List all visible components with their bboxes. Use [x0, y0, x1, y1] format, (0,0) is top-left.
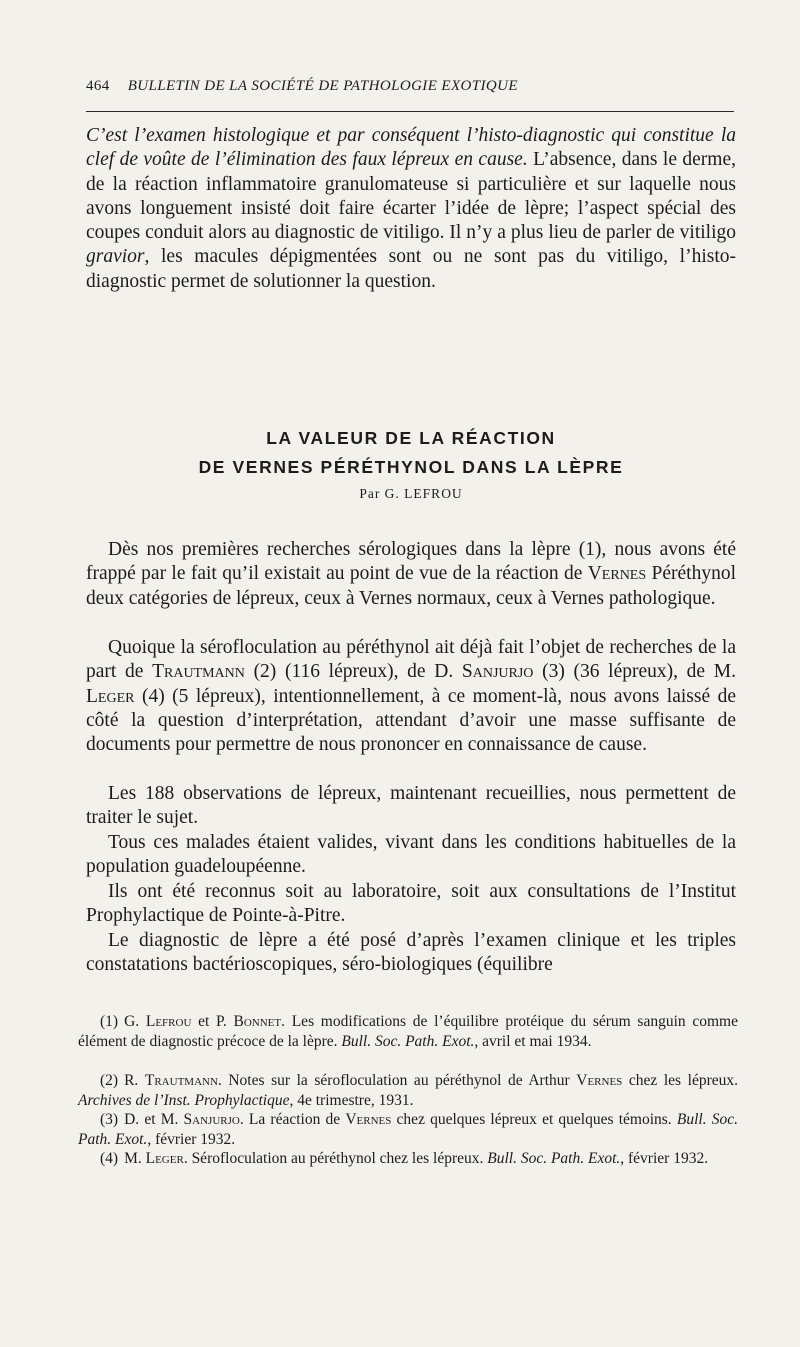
fn4-text-b: . Sérofloculation au péréthynol chez les lépreux.	[183, 1150, 488, 1167]
footnote-3	[78, 1110, 738, 1149]
byline: Par G. LEFROU	[359, 486, 463, 501]
fn1-text-a: G.	[124, 1013, 146, 1030]
fn2-author-trautmann: Trautmann	[144, 1072, 218, 1089]
p2-author-sanjurjo: Sanjurjo	[461, 661, 534, 683]
body-paragraph-6: Le diagnostic de lèpre a été posé d’après l’examen clinique et les triples constatations bactérioscopiques, séro-biologiques (équilibre	[86, 930, 736, 976]
body-paragraph-3: Les 188 observations de lépreux, maintenant recueillies, nous permettent de traiter le sujet.	[86, 783, 736, 829]
fn1-text-d: , avril et mai 1934.	[474, 1032, 592, 1050]
fn1-text-c: . Les modifications de l’équilibre protéique du sérum sanguin comme élément de diagnostic précoce de la lèpre.	[78, 1013, 738, 1050]
p2-author-leger: Leger	[86, 685, 135, 707]
intro-italic: C’est l’examen histologique et par conséquent l’histo-diagnostic qui constitue la clef de voûte de l’élimination des faux lépreux en cause.	[86, 125, 736, 171]
journal-title: BULLETIN DE LA SOCIÉTÉ DE PATHOLOGIE EXOTIQUE	[127, 78, 518, 94]
article-title-line-2: DE VERNES PÉRÉTHYNOL DANS LA LÈPRE	[198, 457, 624, 477]
body-paragraph-2	[86, 636, 736, 757]
fn3-text-a: D. et M.	[124, 1111, 184, 1128]
intro-paragraph	[86, 124, 736, 294]
footnote-2-index: (2)	[100, 1072, 119, 1089]
fn3-journal: Bull. Soc. Path. Exot.	[78, 1111, 739, 1148]
fn2-text-a: R.	[124, 1072, 145, 1089]
fn3-text-d: , février 1932.	[147, 1130, 236, 1148]
header-rule	[86, 111, 734, 112]
fn4-author-leger: Leger	[145, 1150, 184, 1167]
p2-text-a: Quoique la sérofloculation au péréthynol ait déjà fait l’objet de recherches de la part de	[86, 637, 736, 683]
fn3-author-sanjurjo: Sanjurjo	[183, 1111, 240, 1128]
fn1-text-b: et P.	[191, 1013, 234, 1030]
fn1-journal: Bull. Soc. Path. Exot.	[341, 1032, 475, 1050]
p1-author-vernes: Vernes	[587, 563, 647, 585]
fn4-journal: Bull. Soc. Path. Exot.	[487, 1150, 621, 1167]
footnote-1	[78, 1012, 738, 1051]
fn2-journal: Archives de l’Inst. Prophylactique	[78, 1091, 290, 1109]
body-paragraph-5: Ils ont été reconnus soit au laboratoire, soit aux consultations de l’Institut Prophylactique de Pointe-à-Pitre.	[86, 881, 736, 927]
article-title-line-1: LA VALEUR DE LA RÉACTION	[266, 428, 556, 448]
running-head	[86, 78, 736, 95]
fn4-text-a: M.	[124, 1150, 146, 1167]
p2-author-trautmann: Trautmann	[152, 661, 245, 683]
p1-text-a: Dès nos premières recherches sérologiques dans la lèpre (1), nous avons été frappé par le fait qu’il existait au point de vue de la réaction de	[86, 539, 736, 585]
footnote-4-index: (4)	[100, 1150, 119, 1167]
fn1-author-lefrou: Lefrou	[145, 1013, 192, 1030]
p2-text-d: (4) (5 lépreux), intentionnellement, à ce moment-là, nous avons laissé de côté la question d’interprétation, attendant d’avoir une masse suffisante de documents pour permettre de nous prononcer en connaissance de cause.	[86, 685, 736, 756]
body-paragraph-4: Tous ces malades étaient valides, vivant dans les conditions habituelles de la population guadeloupéenne.	[86, 832, 736, 878]
footnote-3-index: (3)	[100, 1111, 119, 1128]
fn3-text-c: chez quelques lépreux et quelques témoins.	[391, 1111, 677, 1128]
fn2-author-vernes: Vernes	[576, 1072, 623, 1089]
p2-text-b: (2) (116 lépreux), de D.	[244, 661, 462, 683]
footnote-1-index: (1)	[100, 1013, 119, 1030]
fn4-text-d: , février 1932.	[620, 1150, 709, 1167]
page-number: 464	[86, 78, 110, 94]
footnote-2	[78, 1071, 738, 1110]
fn2-text-b: . Notes sur la sérofloculation au péréthynol de Arthur	[217, 1072, 577, 1089]
intro-gravior: gravior	[86, 246, 145, 268]
fn2-text-d: , 4e trimestre, 1931.	[289, 1091, 414, 1109]
fn1-author-bonnet: Bonnet	[233, 1013, 282, 1030]
footnote-4	[78, 1149, 738, 1169]
intro-text-1: L’absence, dans le derme, de la réaction inflammatoire granulomateuse si particulière et sur laquelle nous avons longuement insisté doit faire écarter l’idée de lèpre; l’aspect spécial des coupes conduit alors au diagnostic de vitiligo. Il n’y a plus lieu de parler de vitiligo	[86, 149, 736, 244]
intro-text-2: , les macules dépigmentées sont ou ne sont pas du vitiligo, l’histo-diagnostic permet de solutionner la question.	[86, 246, 736, 292]
fn3-author-vernes: Vernes	[345, 1111, 392, 1128]
fn3-text-b: . La réaction de	[239, 1111, 346, 1128]
p2-text-c: (3) (36 lépreux), de M.	[533, 661, 736, 683]
body-paragraph-1	[86, 538, 736, 611]
p1-text-b: Péréthynol deux catégories de lépreux, ceux à Vernes normaux, ceux à Vernes pathologique.	[86, 563, 736, 609]
fn2-text-c: chez les lépreux.	[622, 1072, 738, 1089]
